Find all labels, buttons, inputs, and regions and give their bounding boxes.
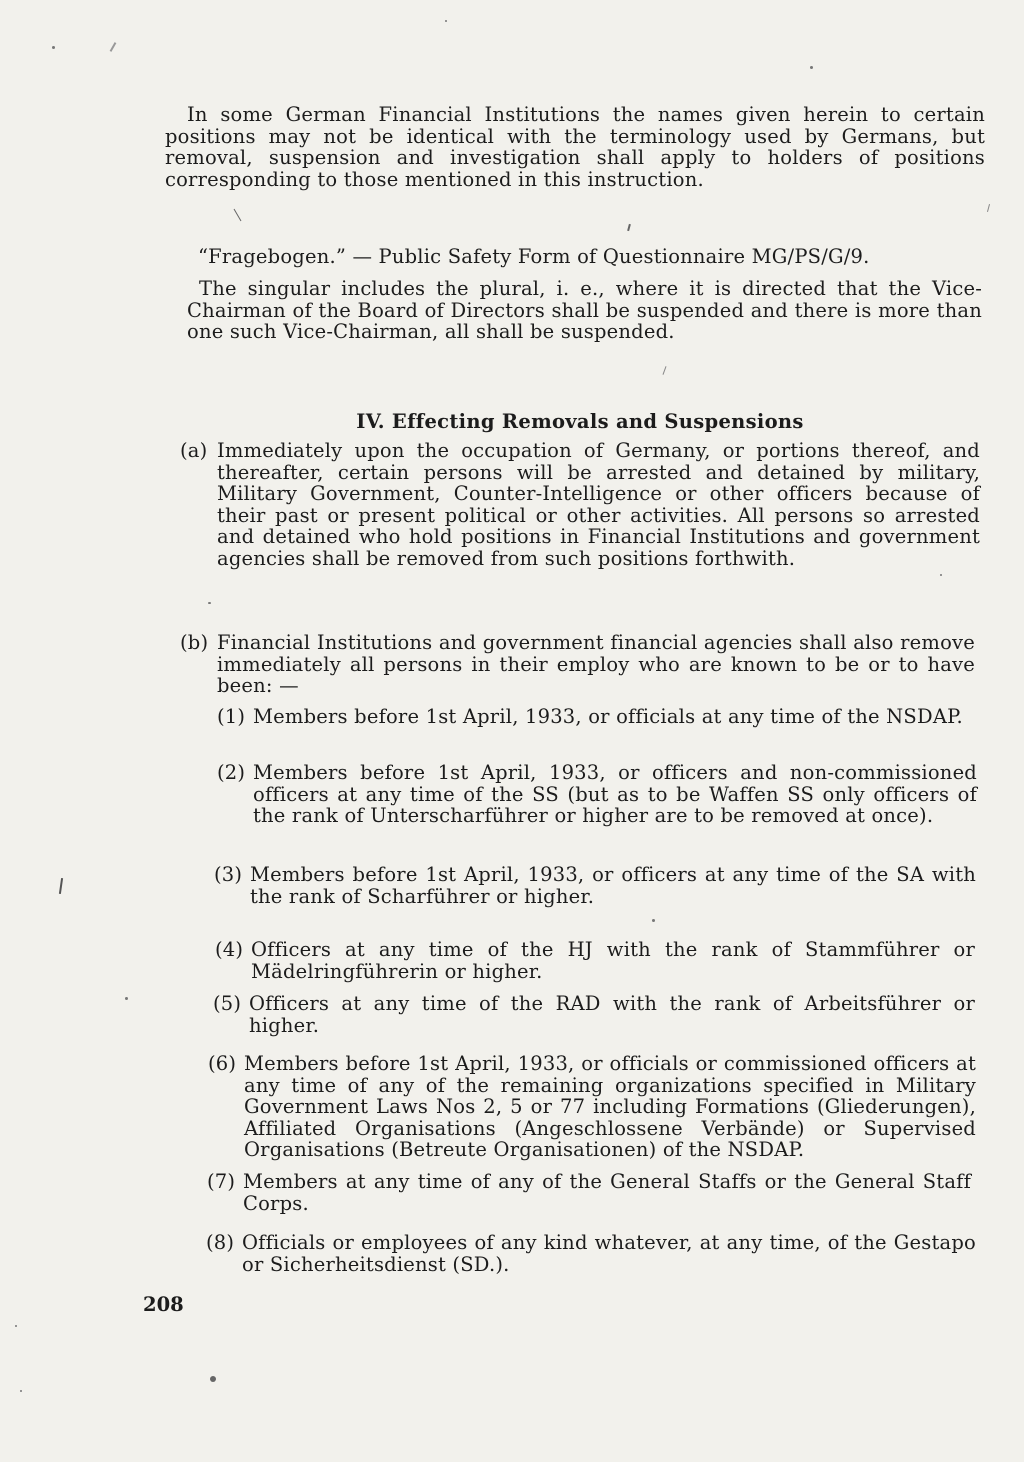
scan-speck (940, 574, 942, 576)
scan-mark (627, 224, 631, 231)
intro-text: In some German Financial Institutions the names given herein to certain positions may not be identical with the terminology used by Germans, but removal, suspension and investigation shall apply to holders of positions corresponding to those mentioned in this instruction. (165, 103, 985, 191)
paragraph-a-label: (a) (180, 439, 208, 462)
paragraph-a-text: Immediately upon the occupation of Germany, or portions thereof, and thereafter, certain persons will be arrested and detained by military, Military Government, Counter-Intelligence or other officers because of their past or present political or other activities. All persons so arrested and detained who hold positions in Financial Institutions and government agencies shall be removed from such positions forthwith. (217, 439, 980, 570)
paragraph-b-label: (b) (180, 631, 209, 654)
list-item (208, 1053, 976, 1161)
list-item (215, 939, 975, 982)
list-item-label: (7) (207, 1170, 236, 1193)
fragebogen-text: “Fragebogen.” — Public Safety Form of Questionnaire MG/PS/G/9. (198, 245, 870, 268)
list-item-label: (2) (217, 761, 246, 784)
scan-speck (125, 997, 128, 1000)
scan-mark (59, 878, 63, 894)
list-item-text: Members before 1st April, 1933, or officials at any time of the NSDAP. (253, 705, 963, 728)
list-item-label: (6) (208, 1052, 237, 1075)
scan-speck (20, 1390, 22, 1392)
scan-speck (15, 1325, 17, 1327)
section-heading: IV. Effecting Removals and Suspensions (356, 410, 804, 433)
scan-mark (110, 42, 117, 52)
scan-mark (662, 366, 666, 375)
scan-speck (445, 20, 447, 22)
intro-paragraph (165, 104, 985, 190)
list-item-label: (4) (215, 938, 244, 961)
list-item-text: Members before 1st April, 1933, or officials or commissioned officers at any time of any of the remaining organizations specified in Military Government Laws Nos 2, 5 or 77 including Formations (Gliederungen), Affiliated Organisations (Angeschlossene Verbände) or Supervised Organisations (Betreute Organisationen) of the NSDAP. (244, 1052, 976, 1161)
scan-speck (52, 46, 55, 49)
list-item-text: Officers at any time of the RAD with the rank of Arbeitsführer or higher. (249, 992, 975, 1037)
singular-text: The singular includes the plural, i. e., where it is directed that the Vice-Chairman of the Board of Directors shall be suspended and there is more than one such Vice-Chairman, all shall be suspended. (187, 277, 982, 343)
scan-speck (208, 602, 211, 604)
paragraph-b-text: Financial Institutions and government financial agencies shall also remove immediately all persons in their employ who are known to be or to have been: — (217, 631, 975, 697)
list-item (217, 706, 977, 728)
list-item-label: (1) (217, 705, 246, 728)
page-number: 208 (143, 1293, 184, 1316)
list-item (207, 1171, 971, 1214)
scan-mark (987, 204, 990, 212)
list-item (213, 993, 975, 1036)
list-item (214, 864, 976, 907)
scan-speck (652, 919, 655, 922)
scan-speck (810, 66, 813, 69)
list-item (217, 762, 977, 827)
paragraph-a (180, 440, 980, 569)
scan-speck (210, 1376, 216, 1382)
list-item-label: (3) (214, 863, 243, 886)
list-item (206, 1232, 976, 1275)
scan-mark (234, 209, 242, 222)
list-item-text: Members at any time of any of the General Staffs or the General Staff Corps. (243, 1170, 971, 1215)
list-item-label: (8) (206, 1231, 235, 1254)
singular-plural-note (187, 278, 982, 343)
list-item-text: Members before 1st April, 1933, or officers at any time of the SA with the rank of Scharführer or higher. (250, 863, 976, 908)
list-item-label: (5) (213, 992, 242, 1015)
list-item-text: Members before 1st April, 1933, or officers and non-commissioned officers at any time of the SS (but as to be Waffen SS only officers of the rank of Unterscharführer or higher are to be removed at once). (253, 761, 977, 827)
list-item-text: Officials or employees of any kind whatever, at any time, of the Gestapo or Sicherheitsdienst (SD.). (242, 1231, 976, 1276)
list-item-text: Officers at any time of the HJ with the rank of Stammführer or Mädelringführerin or higher. (251, 938, 975, 983)
paragraph-b (180, 632, 975, 697)
fragebogen-definition (198, 246, 898, 268)
